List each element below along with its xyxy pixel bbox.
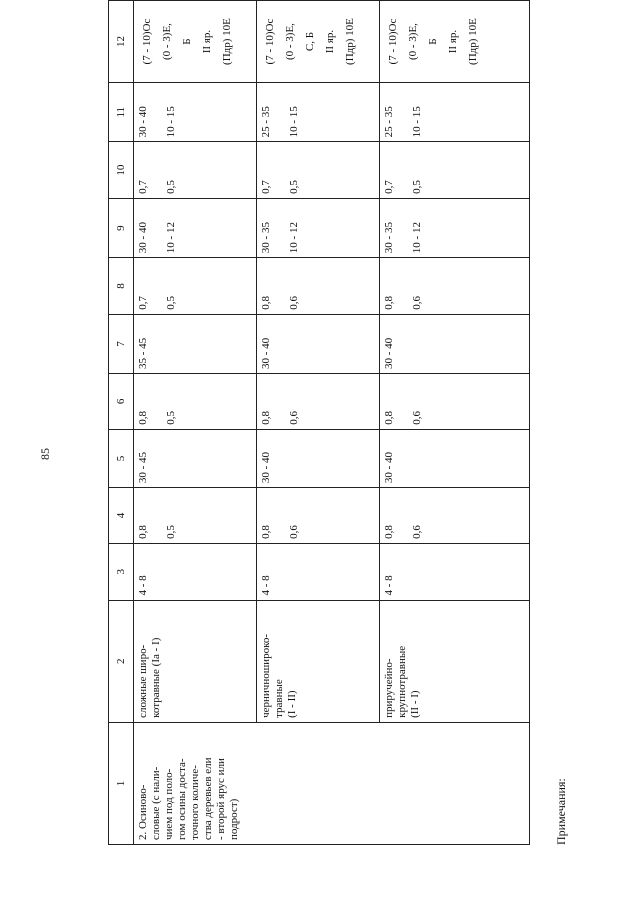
cell-col-3 <box>134 543 257 600</box>
cell-col-10 <box>257 142 380 199</box>
cell-spacer <box>150 262 165 310</box>
cell-col-5 <box>134 429 257 487</box>
notes-label: Примечания: <box>554 778 568 845</box>
cell-value: 25 - 35 <box>260 106 272 138</box>
cell-value: II яр. <box>324 29 336 54</box>
cell-col-11 <box>134 83 257 142</box>
column-number-7: 7 <box>109 314 134 373</box>
cell-col-12 <box>257 1 380 83</box>
cell-value: (0 - 3)Е, <box>161 23 173 61</box>
cell-value: (0 - 3)Е, <box>284 23 296 61</box>
table-row <box>257 1 380 845</box>
cell-value: 0,5 <box>165 180 177 194</box>
table-body <box>109 1 530 845</box>
cell-spacer <box>273 378 288 425</box>
cell-col-6 <box>380 374 530 430</box>
cell-value: 10 - 12 <box>411 222 423 254</box>
forest-group-label-line: гом осины доста- <box>176 758 188 840</box>
cell-spacer <box>150 492 165 539</box>
cell-col-7 <box>380 314 530 373</box>
forest-type-line: крупнотравные <box>396 645 408 718</box>
cell-col-6 <box>134 374 257 430</box>
column-number-5: 5 <box>109 429 134 487</box>
cell-value: 0,5 <box>288 180 300 194</box>
cell-value: 10 - 12 <box>288 222 300 254</box>
header-row <box>109 1 134 845</box>
forest-group-label-line: точного количе- <box>189 765 201 840</box>
cell-value: 0,8 <box>137 525 149 539</box>
cell-value: II яр. <box>201 29 213 54</box>
cell-spacer <box>396 146 411 194</box>
cell-value: 0,6 <box>288 295 300 310</box>
cell-col-6 <box>257 374 380 430</box>
cell-value: 30 - 40 <box>260 337 272 370</box>
cell-spacer <box>273 203 288 253</box>
cell-col-11 <box>380 83 530 142</box>
cell-col-11 <box>257 83 380 142</box>
cell-value: 10 - 15 <box>411 106 423 138</box>
cell-col-10 <box>134 142 257 199</box>
cell-value: 10 - 12 <box>165 222 177 254</box>
forest-type-line: травные <box>273 679 285 718</box>
forest-group-label <box>134 722 530 844</box>
forest-type-table <box>108 0 530 845</box>
cell-spacer <box>273 87 288 137</box>
cell-spacer <box>150 203 165 253</box>
cell-value: 0,5 <box>165 410 177 425</box>
cell-value: 4 - 8 <box>137 575 149 596</box>
cell-value: (7 - 10)Ос <box>141 18 153 65</box>
cell-col-9 <box>257 198 380 257</box>
cell-col-4 <box>257 488 380 544</box>
cell-value: 0,8 <box>383 295 395 310</box>
forest-type-line: (II - I) <box>409 690 421 718</box>
cell-value: 30 - 40 <box>137 106 149 138</box>
forest-type-line: приручейно- <box>383 658 395 718</box>
cell-spacer <box>150 378 165 425</box>
cell-value: 30 - 35 <box>260 222 272 254</box>
column-number-9: 9 <box>109 198 134 257</box>
cell-value: 0,5 <box>411 180 423 194</box>
cell-value: (Пдр) 10Е <box>467 18 479 65</box>
cell-col-12 <box>380 1 530 83</box>
column-number-8: 8 <box>109 258 134 315</box>
cell-value: 10 - 15 <box>288 106 300 138</box>
cell-value: 30 - 35 <box>383 222 395 254</box>
cell-col-8 <box>134 258 257 315</box>
cell-value: 0,6 <box>411 410 423 425</box>
cell-col-5 <box>257 429 380 487</box>
forest-group-label-line: ства деревьев ели <box>202 757 214 840</box>
cell-col-3 <box>257 543 380 600</box>
cell-col-4 <box>380 488 530 544</box>
cell-value: (7 - 10)Ос <box>264 18 276 65</box>
forest-group-label-line: 2. Осиново- <box>137 784 149 840</box>
cell-value: 0,6 <box>411 525 423 539</box>
column-number-4: 4 <box>109 488 134 544</box>
cell-value: 0,6 <box>288 410 300 425</box>
cell-value: (Пдр) 10Е <box>221 18 233 65</box>
column-number-11: 11 <box>109 83 134 142</box>
forest-type-cell <box>257 600 380 722</box>
cell-col-12 <box>134 1 257 83</box>
cell-value: 30 - 45 <box>137 452 149 484</box>
cell-value: 0,5 <box>165 525 177 539</box>
cell-value: 0,8 <box>383 410 395 425</box>
forest-group-label-line: словые (с нали- <box>150 766 162 840</box>
cell-col-4 <box>134 488 257 544</box>
cell-value: 0,7 <box>137 180 149 194</box>
cell-value: 0,7 <box>383 180 395 194</box>
forest-type-cell <box>134 600 257 722</box>
cell-value: 0,8 <box>260 410 272 425</box>
forest-group-label-line: подрост) <box>228 798 240 840</box>
cell-spacer <box>150 87 165 137</box>
cell-value: Б <box>181 38 193 45</box>
cell-value: Б <box>427 38 439 45</box>
forest-type-cell <box>380 600 530 722</box>
cell-value: 0,5 <box>165 295 177 310</box>
column-number-2: 2 <box>109 600 134 722</box>
cell-spacer <box>273 262 288 310</box>
cell-col-5 <box>380 429 530 487</box>
page-number: 85 <box>38 448 52 460</box>
cell-value: 0,8 <box>383 525 395 539</box>
cell-value: 0,6 <box>411 295 423 310</box>
forest-type-line: черничношироко- <box>260 633 272 718</box>
cell-value: 35 - 45 <box>137 337 149 370</box>
cell-value: 25 - 35 <box>383 106 395 138</box>
cell-value: 4 - 8 <box>260 575 272 596</box>
forest-type-line: (I - II) <box>286 690 298 718</box>
cell-value: 30 - 40 <box>383 452 395 484</box>
column-number-1: 1 <box>109 722 134 844</box>
cell-col-3 <box>380 543 530 600</box>
column-number-3: 3 <box>109 543 134 600</box>
column-number-10: 10 <box>109 142 134 199</box>
cell-col-9 <box>134 198 257 257</box>
cell-spacer <box>150 146 165 194</box>
cell-value: С, Б <box>304 31 316 52</box>
column-number-6: 6 <box>109 374 134 430</box>
cell-value: 10 - 15 <box>165 106 177 138</box>
cell-col-10 <box>380 142 530 199</box>
cell-value: 0,6 <box>288 525 300 539</box>
cell-value: 30 - 40 <box>383 337 395 370</box>
cell-value: (0 - 3)Е, <box>407 23 419 61</box>
cell-value: 0,8 <box>260 295 272 310</box>
cell-value: II яр. <box>447 29 459 54</box>
cell-spacer <box>273 492 288 539</box>
cell-value: (7 - 10)Ос <box>387 18 399 65</box>
column-number-12: 12 <box>109 1 134 83</box>
forest-type-line: котравные (Ia - I) <box>150 637 162 718</box>
cell-value: 30 - 40 <box>137 222 149 254</box>
cell-spacer <box>396 492 411 539</box>
cell-value: 0,8 <box>260 525 272 539</box>
cell-spacer <box>396 378 411 425</box>
cell-col-9 <box>380 198 530 257</box>
cell-spacer <box>396 262 411 310</box>
forest-group-label-line: - второй ярус или <box>215 758 227 840</box>
table-row <box>380 1 530 845</box>
cell-value: 30 - 40 <box>260 452 272 484</box>
cell-value: 0,8 <box>137 410 149 425</box>
cell-spacer <box>273 146 288 194</box>
table-row <box>134 1 257 845</box>
cell-col-7 <box>257 314 380 373</box>
forest-group-label-line: чием под поло- <box>163 768 175 840</box>
cell-value: 4 - 8 <box>383 575 395 596</box>
cell-value: 0,7 <box>260 180 272 194</box>
cell-spacer <box>396 87 411 137</box>
cell-col-7 <box>134 314 257 373</box>
cell-value: 0,7 <box>137 295 149 310</box>
cell-spacer <box>396 203 411 253</box>
cell-value: (Пдр) 10Е <box>344 18 356 65</box>
forest-type-line: сложные широ- <box>137 644 149 718</box>
cell-col-8 <box>257 258 380 315</box>
cell-col-8 <box>380 258 530 315</box>
